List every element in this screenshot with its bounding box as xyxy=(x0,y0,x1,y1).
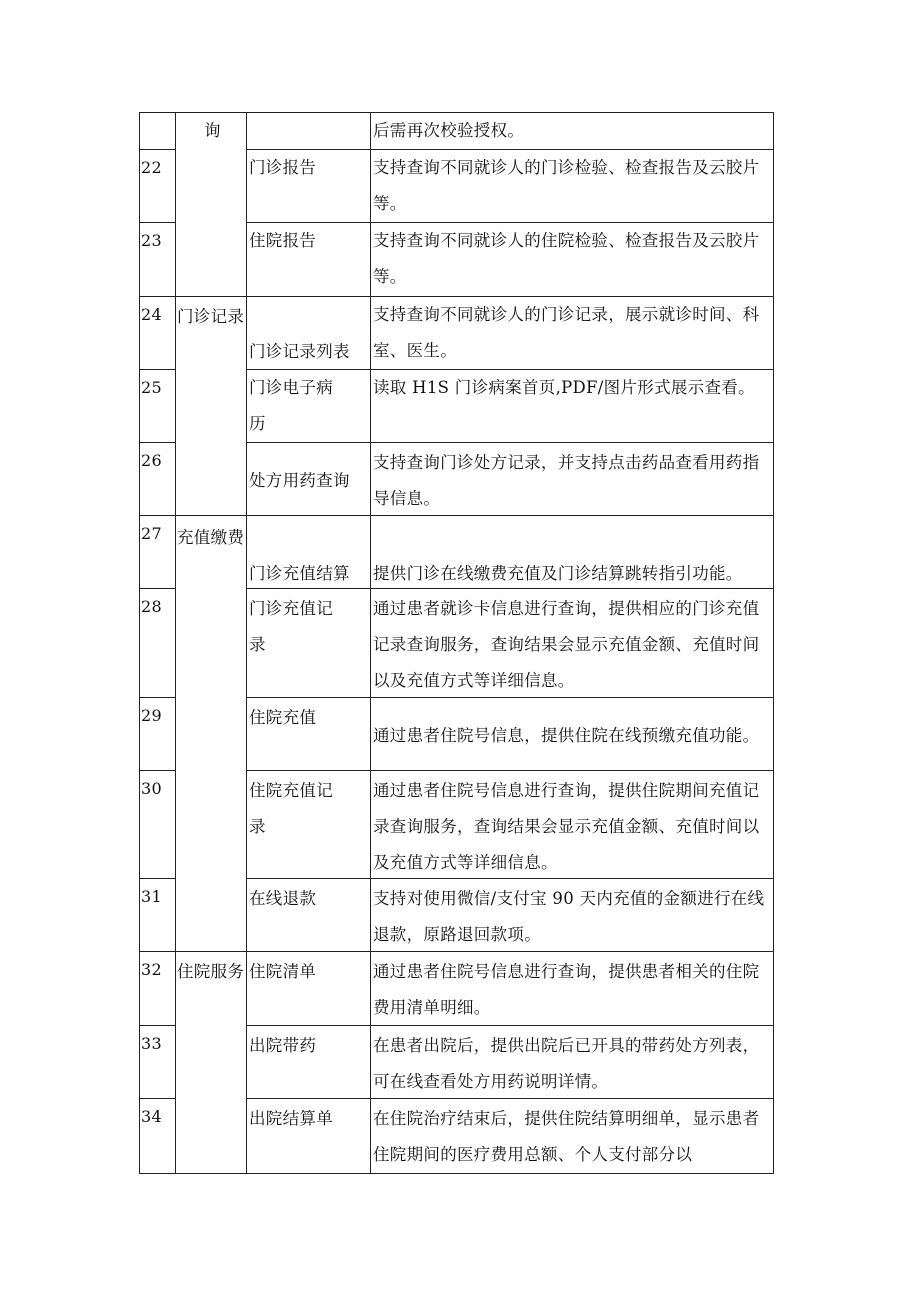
feature-cell: 处方用药查询 xyxy=(249,471,350,490)
row-number: 25 xyxy=(141,378,162,397)
description-cell: 通过患者住院号信息进行查询，提供住院期间充值记 录查询服务，查询结果会显示充值金额、充值时间以 及充值方式等详细信息。 xyxy=(373,781,760,872)
description-cell: 通过患者就诊卡信息进行查询，提供相应的门诊充值 记录查询服务，查询结果会显示充值金额、充值时间 以及充值方式等详细信息。 xyxy=(373,599,760,690)
feature-cell: 住院清单 xyxy=(249,962,317,981)
category-cell: 询 xyxy=(204,121,221,140)
row-number: 33 xyxy=(141,1034,162,1053)
row-number: 27 xyxy=(141,524,162,543)
description-cell: 支持查询不同就诊人的门诊记录，展示就诊时间、科 室、医生。 xyxy=(373,305,760,360)
feature-cell: 门诊充值结算 xyxy=(249,564,350,583)
description-cell: 在患者出院后，提供出院后已开具的带药处方列表， 可在线查看处方用药说明详情。 xyxy=(373,1036,760,1091)
description-cell: 通过患者住院号信息进行查询，提供患者相关的住院 费用清单明细。 xyxy=(373,962,760,1017)
feature-cell: 住院报告 xyxy=(249,231,317,250)
feature-cell: 出院带药 xyxy=(249,1036,317,1055)
row-number: 29 xyxy=(141,706,162,725)
description-cell: 后需再次校验授权。 xyxy=(373,121,525,140)
row-number: 26 xyxy=(141,451,162,470)
category-cell: 充值缴费 xyxy=(177,528,245,547)
description-cell: 支持查询不同就诊人的门诊检验、检查报告及云胶片 等。 xyxy=(373,158,760,213)
feature-cell: 住院充值 xyxy=(249,708,317,727)
description-cell: 支持查询门诊处方记录，并支持点击药品查看用药指 导信息。 xyxy=(373,453,760,508)
row-number: 32 xyxy=(141,960,162,979)
description-cell: 支持对使用微信/支付宝 90 天内充值的金额进行在线 退款，原路退回款项。 xyxy=(373,889,765,944)
description-cell: 在住院治疗结束后，提供住院结算明细单，显示患者 住院期间的医疗费用总额、个人支付部分以 xyxy=(373,1109,760,1164)
category-cell: 门诊记录 xyxy=(177,307,245,326)
description-cell: 提供门诊在线缴费充值及门诊结算跳转指引功能。 xyxy=(373,564,743,583)
feature-cell: 在线退款 xyxy=(249,889,317,908)
row-number: 30 xyxy=(141,779,162,798)
feature-cell: 住院充值记 录 xyxy=(249,781,333,836)
description-cell: 读取 H1S 门诊病案首页,PDF/图片形式展示查看。 xyxy=(373,378,755,397)
feature-cell: 门诊报告 xyxy=(249,158,317,177)
row-number: 28 xyxy=(141,597,162,616)
description-cell: 支持查询不同就诊人的住院检验、检查报告及云胶片 等。 xyxy=(373,231,760,286)
row-number: 24 xyxy=(141,305,162,324)
feature-cell: 门诊记录列表 xyxy=(249,342,350,361)
row-number: 23 xyxy=(141,231,162,250)
feature-cell: 出院结算单 xyxy=(249,1109,333,1128)
feature-cell: 门诊电子病 历 xyxy=(249,378,333,433)
category-cell: 住院服务 xyxy=(177,962,245,981)
description-cell: 通过患者住院号信息，提供住院在线预缴充值功能。 xyxy=(373,726,760,745)
feature-cell: 门诊充值记 录 xyxy=(249,599,333,654)
row-number: 34 xyxy=(141,1107,162,1126)
row-number: 22 xyxy=(141,158,162,177)
row-number: 31 xyxy=(141,887,162,906)
